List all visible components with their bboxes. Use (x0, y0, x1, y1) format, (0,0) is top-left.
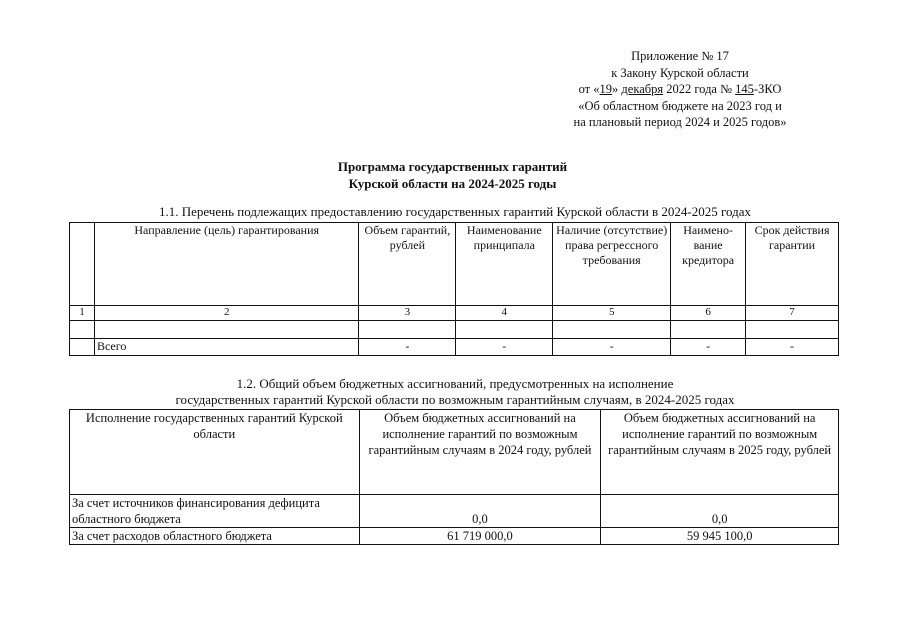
appendix-law-title-2: на плановый период 2024 и 2025 годов» (573, 115, 787, 129)
value-2025: 0,0 (601, 495, 839, 528)
section2-title-line-2: государственных гарантий Курской области по возможным гарантийным случаям, в 2024-2025 годах (175, 392, 735, 407)
header-cell: Наличие (отсутствие) права регрессного требования (553, 223, 671, 306)
date-mid: » (612, 82, 622, 96)
empty-cell (94, 321, 359, 339)
date-day: 19 (599, 82, 613, 96)
appendix-law-ref: к Закону Курской области (611, 65, 749, 80)
column-number: 1 (70, 306, 95, 321)
table-header-row (70, 223, 839, 306)
header-cell: Объем бюджетных ассигнований на исполнение гарантий по возможным гарантийным случаям в 2024 году, рублей (359, 410, 601, 495)
law-suffix: -ЗКО (753, 82, 782, 96)
total-row (70, 339, 839, 356)
appendix-date-line (520, 81, 840, 98)
date-year: 2022 года № (663, 82, 736, 96)
empty-cell (456, 321, 553, 339)
column-number: 3 (359, 306, 456, 321)
table-header-row (70, 410, 839, 495)
date-month: декабря (621, 82, 664, 96)
section1-title: 1.1. Перечень подлежащих предоставлению государственных гарантий Курской области в 2024-2025 годах (158, 204, 752, 219)
total-cell: - (671, 339, 746, 356)
empty-row (70, 321, 839, 339)
appendix-header (520, 48, 840, 131)
date-prefix: от « (578, 82, 600, 96)
appendix-law-title-1: «Об областном бюджете на 2023 год и (578, 98, 782, 113)
value-2024: 0,0 (359, 495, 601, 528)
column-number: 2 (94, 306, 359, 321)
column-number: 4 (456, 306, 553, 321)
empty-cell (671, 321, 746, 339)
header-cell: Срок действия гарантии (746, 223, 839, 306)
header-cell: Наименование принципала (456, 223, 553, 306)
header-cell: Направление (цель) гарантирования (94, 223, 359, 306)
section2-title (60, 376, 850, 408)
header-cell: Объем гарантий, рублей (359, 223, 456, 306)
total-cell: - (746, 339, 839, 356)
empty-cell (70, 321, 95, 339)
total-label: Всего (94, 339, 359, 356)
column-number: 5 (553, 306, 671, 321)
table-row (70, 495, 839, 528)
budget-allocations-table (69, 409, 839, 545)
table-row (70, 528, 839, 545)
row-label: За счет источников финансирования дефицита областного бюджета (70, 495, 360, 528)
header-cell: Наимено-вание кредитора (671, 223, 746, 306)
value-2025: 59 945 100,0 (601, 528, 839, 545)
total-cell: - (553, 339, 671, 356)
appendix-number: Приложение № 17 (631, 49, 729, 63)
column-number: 7 (746, 306, 839, 321)
header-cell (70, 223, 95, 306)
empty-cell (746, 321, 839, 339)
title-line-1: Программа государственных гарантий (337, 159, 568, 174)
empty-cell (553, 321, 671, 339)
header-cell: Исполнение государственных гарантий Курской области (70, 410, 360, 495)
document-title (0, 158, 905, 192)
section2-title-line-1: 1.2. Общий объем бюджетных ассигнований, предусмотренных на исполнение (236, 376, 674, 391)
column-number: 6 (671, 306, 746, 321)
title-line-2: Курской области на 2024-2025 годы (348, 176, 557, 191)
total-cell: - (456, 339, 553, 356)
column-number-row (70, 306, 839, 321)
header-cell: Объем бюджетных ассигнований на исполнение гарантий по возможным гарантийным случаям в 2025 году, рублей (601, 410, 839, 495)
law-number: 145 (735, 82, 754, 96)
total-cell (70, 339, 95, 356)
empty-cell (359, 321, 456, 339)
guarantees-list-table (69, 222, 839, 356)
row-label: За счет расходов областного бюджета (70, 528, 360, 545)
total-cell: - (359, 339, 456, 356)
value-2024: 61 719 000,0 (359, 528, 601, 545)
